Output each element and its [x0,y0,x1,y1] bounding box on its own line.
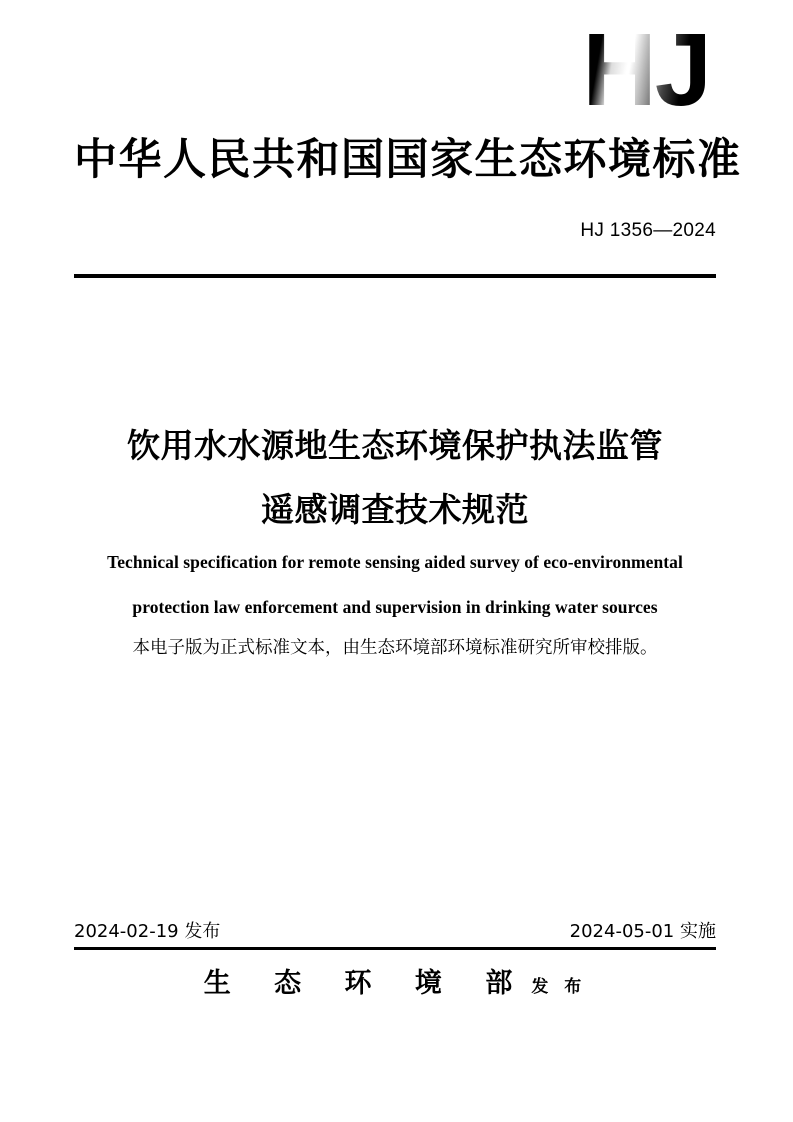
title-chinese-line-1: 饮用水水源地生态环境保护执法监管 [127,426,663,465]
issuing-agency-name: 生 态 环 境 部 [203,968,530,999]
document-title-english [74,540,716,630]
header-divider-rule [74,274,716,278]
document-title-chinese [74,414,716,542]
emblem-row [74,12,716,130]
footer-divider-rule [74,947,716,950]
issue-date: 2024-02-19 发布 [74,921,221,942]
title-english-line-1: Technical specification for remote sensing aided survey of eco-environmental [107,552,683,572]
electronic-version-note: 本电子版为正式标准文本，由生态环境部环境标准研究所审校排版。 [132,638,658,658]
standard-header-title: 中华人民共和国国家生态环境标准 [74,135,742,185]
title-chinese-line-2: 遥感调查技术规范 [261,490,529,529]
standard-number: HJ 1356—2024 [580,220,716,241]
title-english-line-2: protection law enforcement and supervision in drinking water sources [132,597,658,617]
dates-row [74,919,716,945]
effective-date: 2024-05-01 实施 [569,921,716,942]
page-content-column [74,0,742,1122]
issuing-action-label: 发 布 [531,977,587,997]
issuing-authority [74,965,716,1006]
hj-emblem-logo: HJ [582,12,710,127]
